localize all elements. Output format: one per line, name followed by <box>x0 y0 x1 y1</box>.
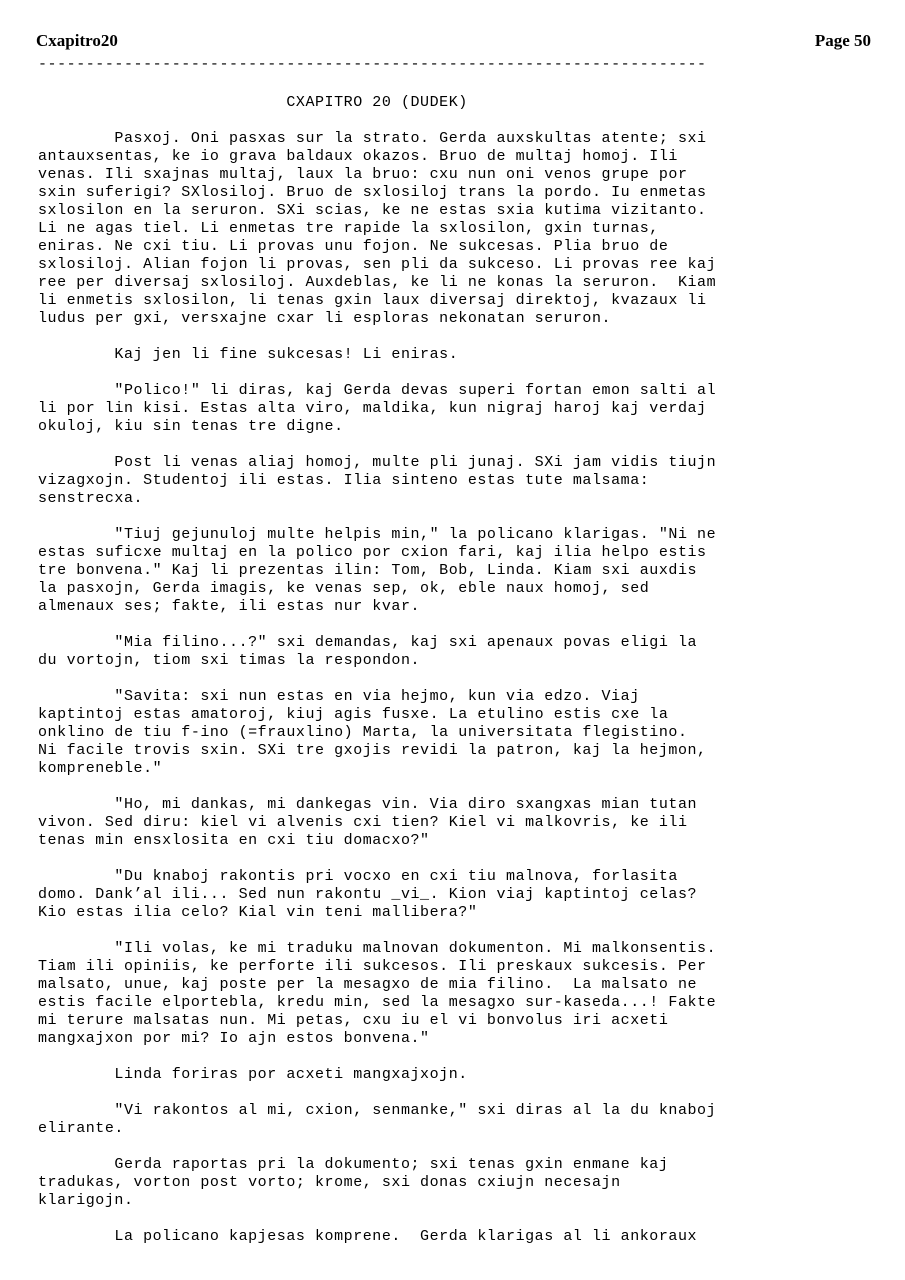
chapter-header: Cxapitro20 <box>36 31 118 50</box>
chapter-body-text: CXAPITRO 20 (DUDEK) Pasxoj. Oni pasxas sur la strato. Gerda auxskultas atente; sxi antauxsentas, ke io grava baldaux okazos. Bruo de multaj homoj. Ili venas. Ili sxajnas multaj, laux la bruo: cxu nun oni venos grupe por sxin suferigi? SXlosiloj. Bruo de sxlosiloj trans la pordo. Iu enmetas sxlosilon en la seruron. SXi scias, ke ne estas sxia kutima vizitanto. Li ne agas tiel. Li enmetas tre rapide la sxlosilon, gxin turnas, eniras. Ne cxi tiu. Li provas unu fojon. Ne sukcesas. Plia bruo de sxlosiloj. Alian fojon li provas, sen pli da sukceso. Li provas ree kaj ree per diversaj sxlosiloj. Auxdeblas, ke li ne konas la seruron. Kiam li enmetis sxlosilon, li tenas gxin laux diversaj direktoj, kvazaux li ludus per gxi, versxajne cxar li esploras nekonatan seruron. Kaj jen li fine sukcesas! Li eniras. "Polico!" li diras, kaj Gerda devas superi fortan emon salti al li por lin kisi. Estas alta viro, maldika, kun nigraj haroj kaj verdaj okuloj, kiu sin tenas tre digne. Post li venas aliaj homoj, multe pli junaj. SXi jam vidis tiujn vizagxojn. Studentoj ili estas. Ilia sinteno estas tute malsama: senstrecxa. "Tiuj gejunuloj multe helpis min," la policano klarigas. "Ni ne estas suficxe multaj en la polico por cxion fari, kaj ilia helpo estis tre bonvena." Kaj li prezentas ilin: Tom, Bob, Linda. Kiam sxi auxdis la pasxojn, Gerda imagis, ke venas sep, ok, eble naux homoj, sed almenaux ses; fakte, ili estas nur kvar. "Mia filino...?" sxi demandas, kaj sxi apenaux povas eligi la du vortojn, tiom sxi timas la respondon. "Savita: sxi nun estas en via hejmo, kun via edzo. Viaj kaptintoj estas amatoroj, kiuj agis fusxe. La etulino estis cxe la onklino de tiu f-ino (=frauxlino) Marta, la universitata flegistino. Ni facile trovis sxin. SXi tre gxojis revidi la patron, kaj la hejmon, kompreneble." "Ho, mi dankas, mi dankegas vin. Via diro sxangxas mian tutan vivon. Sed diru: kiel vi alvenis cxi tien? Kiel vi malkovris, ke ili tenas min ensxlosita en cxi tiu domacxo?" "Du knaboj rakontis pri vocxo en cxi tiu malnova, forlasita domo. Dank’al ili... Sed nun rakontu _vi_. Kion viaj kaptintoj celas? Kio estas ilia celo? Kial vin teni mallibera?" "Ili volas, ke mi traduku malnovan dokumenton. Mi malkonsentis. Tiam ili opiniis, ke perforte ili sukcesos. Ili preskaux sukcesis. Per malsato, unue, kaj poste per la mesagxo de mia filino. La malsato ne estis facile elportebla, kredu min, sed la mesagxo sur-kaseda...! Fakte mi terure malsatas nun. Mi petas, cxu iu el vi bonvolus iri acxeti mangxajxon por mi? Io ajn estos bonvena." Linda foriras por acxeti mangxajxojn. "Vi rakontos al mi, cxion, senmanke," sxi diras al la du knaboj elirante. Gerda raportas pri la dokumento; sxi tenas gxin enmane kaj tradukas, vorton post vorto; krome, sxi donas cxiujn necesajn klarigojn. La policano kapjesas komprene. Gerda klarigas al li ankoraux <box>38 94 717 1245</box>
page-number: Page 50 <box>814 31 871 50</box>
header-divider: ---------------------------------------------------------------------- <box>38 56 707 73</box>
